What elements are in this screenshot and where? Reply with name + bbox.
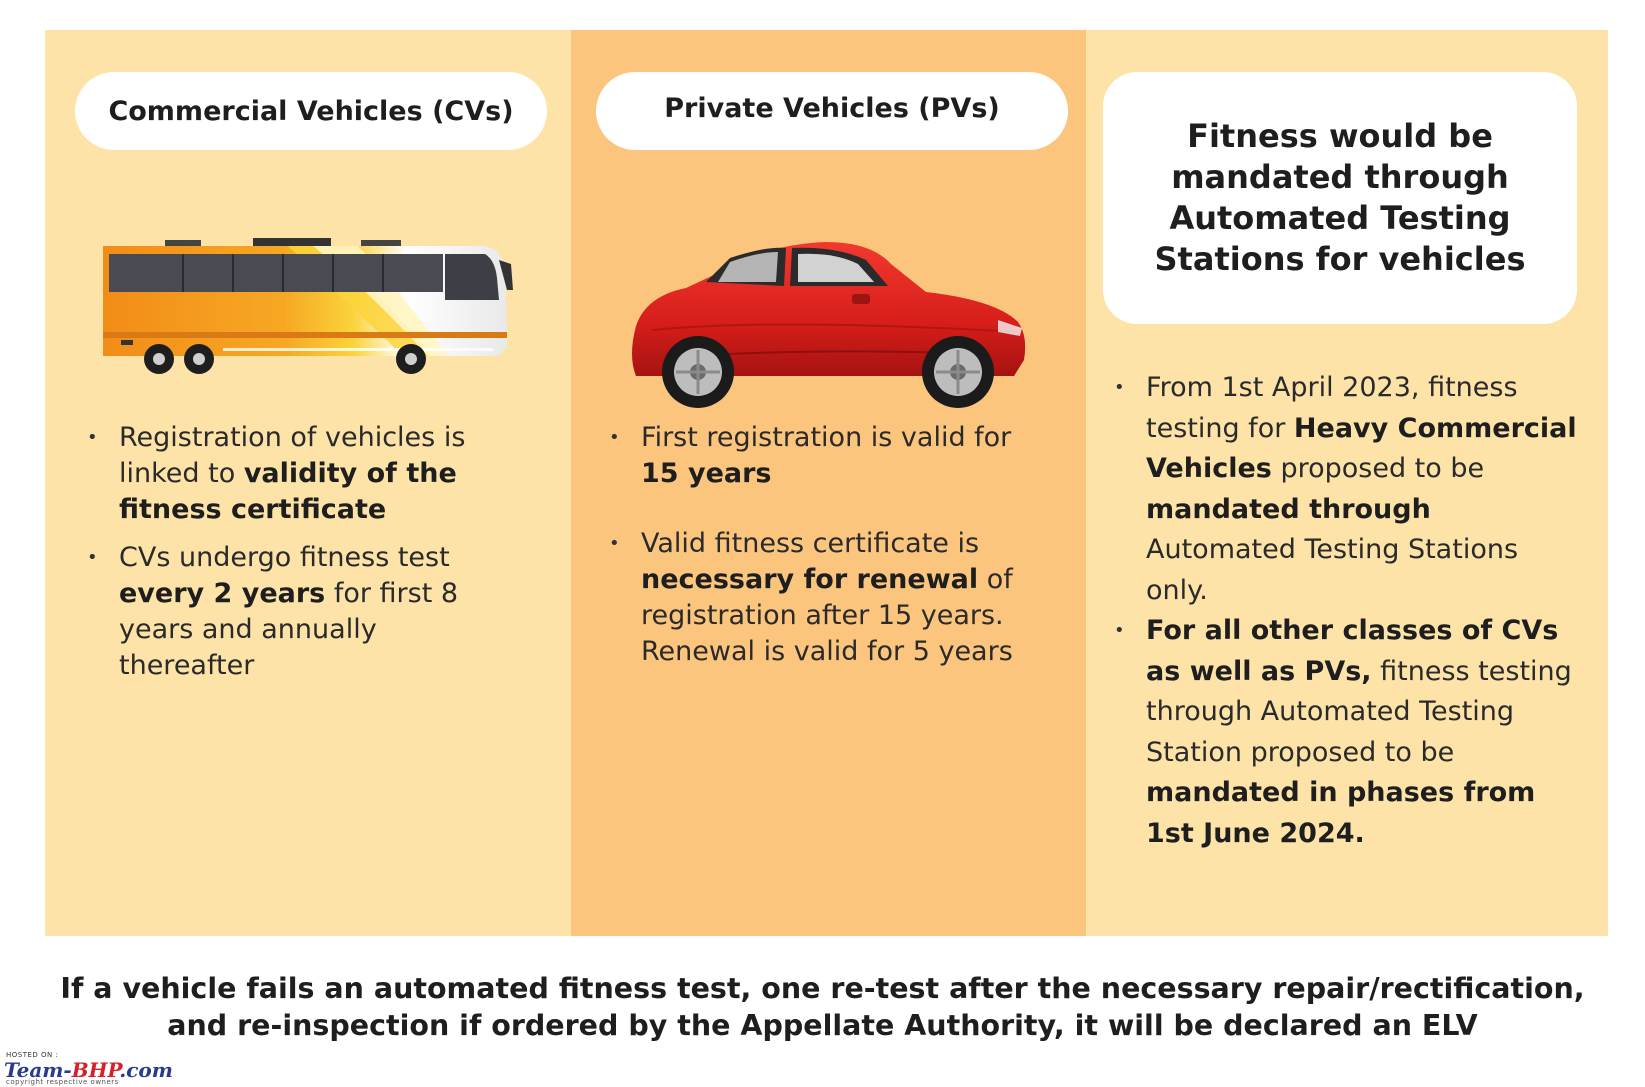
bullet-bold-text: validity of the fitness certificate — [119, 458, 457, 525]
bullet-text: of registration after 15 years. Renewal is valid for 5 years — [641, 564, 1013, 667]
commercial-vehicles-bullets — [87, 420, 517, 684]
bullet-text: Automated Testing Stations only. — [1146, 534, 1519, 606]
bullet-text: First registration is valid for — [641, 422, 1012, 453]
bullet-bold-text: mandated through — [1146, 493, 1431, 525]
bullet-bold-text: necessary for renewal — [641, 564, 979, 595]
bullet-bold-text: mandated in phases from 1st June 2024. — [1146, 777, 1536, 849]
testing-stations-title: Fitness would be mandated through Automated Testing Stations for vehicles — [1103, 72, 1577, 324]
team-bhp-logo: Team-BHP.com — [4, 1058, 173, 1082]
list-item: • From 1st April 2023, fitness testing for Heavy Commercial Vehicles proposed to be mandated through Automated Testing Stations only. — [1114, 372, 1577, 606]
bullet-bold-text: Heavy Commercial Vehicles — [1146, 412, 1577, 484]
watermark-copyright: copyright respective owners — [6, 1078, 119, 1086]
list-item: • First registration is valid for 15 years — [609, 422, 1012, 489]
commercial-vehicles-panel — [45, 30, 571, 936]
watermark-hosted-label: HOSTED ON : — [6, 1051, 59, 1059]
testing-stations-panel — [1086, 30, 1608, 936]
bullet-text: CVs undergo fitness test — [119, 542, 450, 573]
private-vehicles-title: Private Vehicles (PVs) — [596, 72, 1068, 150]
team-bhp-watermark — [4, 1051, 194, 1085]
footer-note — [0, 970, 1645, 1044]
list-item: • CVs undergo fitness test every 2 years for first 8 years and annually thereafter — [87, 542, 459, 681]
list-item: • Valid fitness certificate is necessary for renewal of registration after 15 years. Renewal is valid for 5 years — [609, 528, 1013, 667]
footer-line-2: and re-inspection if ordered by the Appellate Authority, it will be declared an ELV — [167, 1009, 1478, 1042]
commercial-vehicles-title: Commercial Vehicles (CVs) — [75, 72, 547, 150]
car-illustration — [626, 236, 1038, 418]
private-vehicles-bullets — [609, 420, 1049, 670]
bullet-text: proposed to be — [1271, 453, 1485, 484]
bullet-text: Valid fitness certificate is — [641, 528, 980, 559]
bullet-text: fitness testing through Automated Testing Station proposed to be — [1146, 655, 1572, 768]
bullet-text: From 1st April 2023, fitness testing for — [1146, 372, 1518, 444]
bullet-bold-text: For all other classes of CVs as well as PVs, — [1146, 615, 1559, 687]
bullet-text: for first 8 years and annually thereafter — [119, 578, 459, 681]
bus-illustration — [103, 238, 533, 386]
bullet-text: Registration of vehicles is linked to — [119, 422, 466, 489]
footer-line-1: If a vehicle fails an automated fitness test, one re-test after the necessary repair/rectification, — [60, 972, 1585, 1005]
private-vehicles-panel — [571, 30, 1086, 936]
bullet-bold-text: 15 years — [641, 458, 772, 489]
list-item: • For all other classes of CVs as well as PVs, fitness testing through Automated Testing Station proposed to be mandated in phases from 1st June 2024. — [1114, 615, 1572, 849]
bullet-bold-text: every 2 years — [119, 578, 326, 609]
list-item: • Registration of vehicles is linked to validity of the fitness certificate — [87, 422, 466, 525]
testing-stations-bullets — [1114, 368, 1584, 854]
